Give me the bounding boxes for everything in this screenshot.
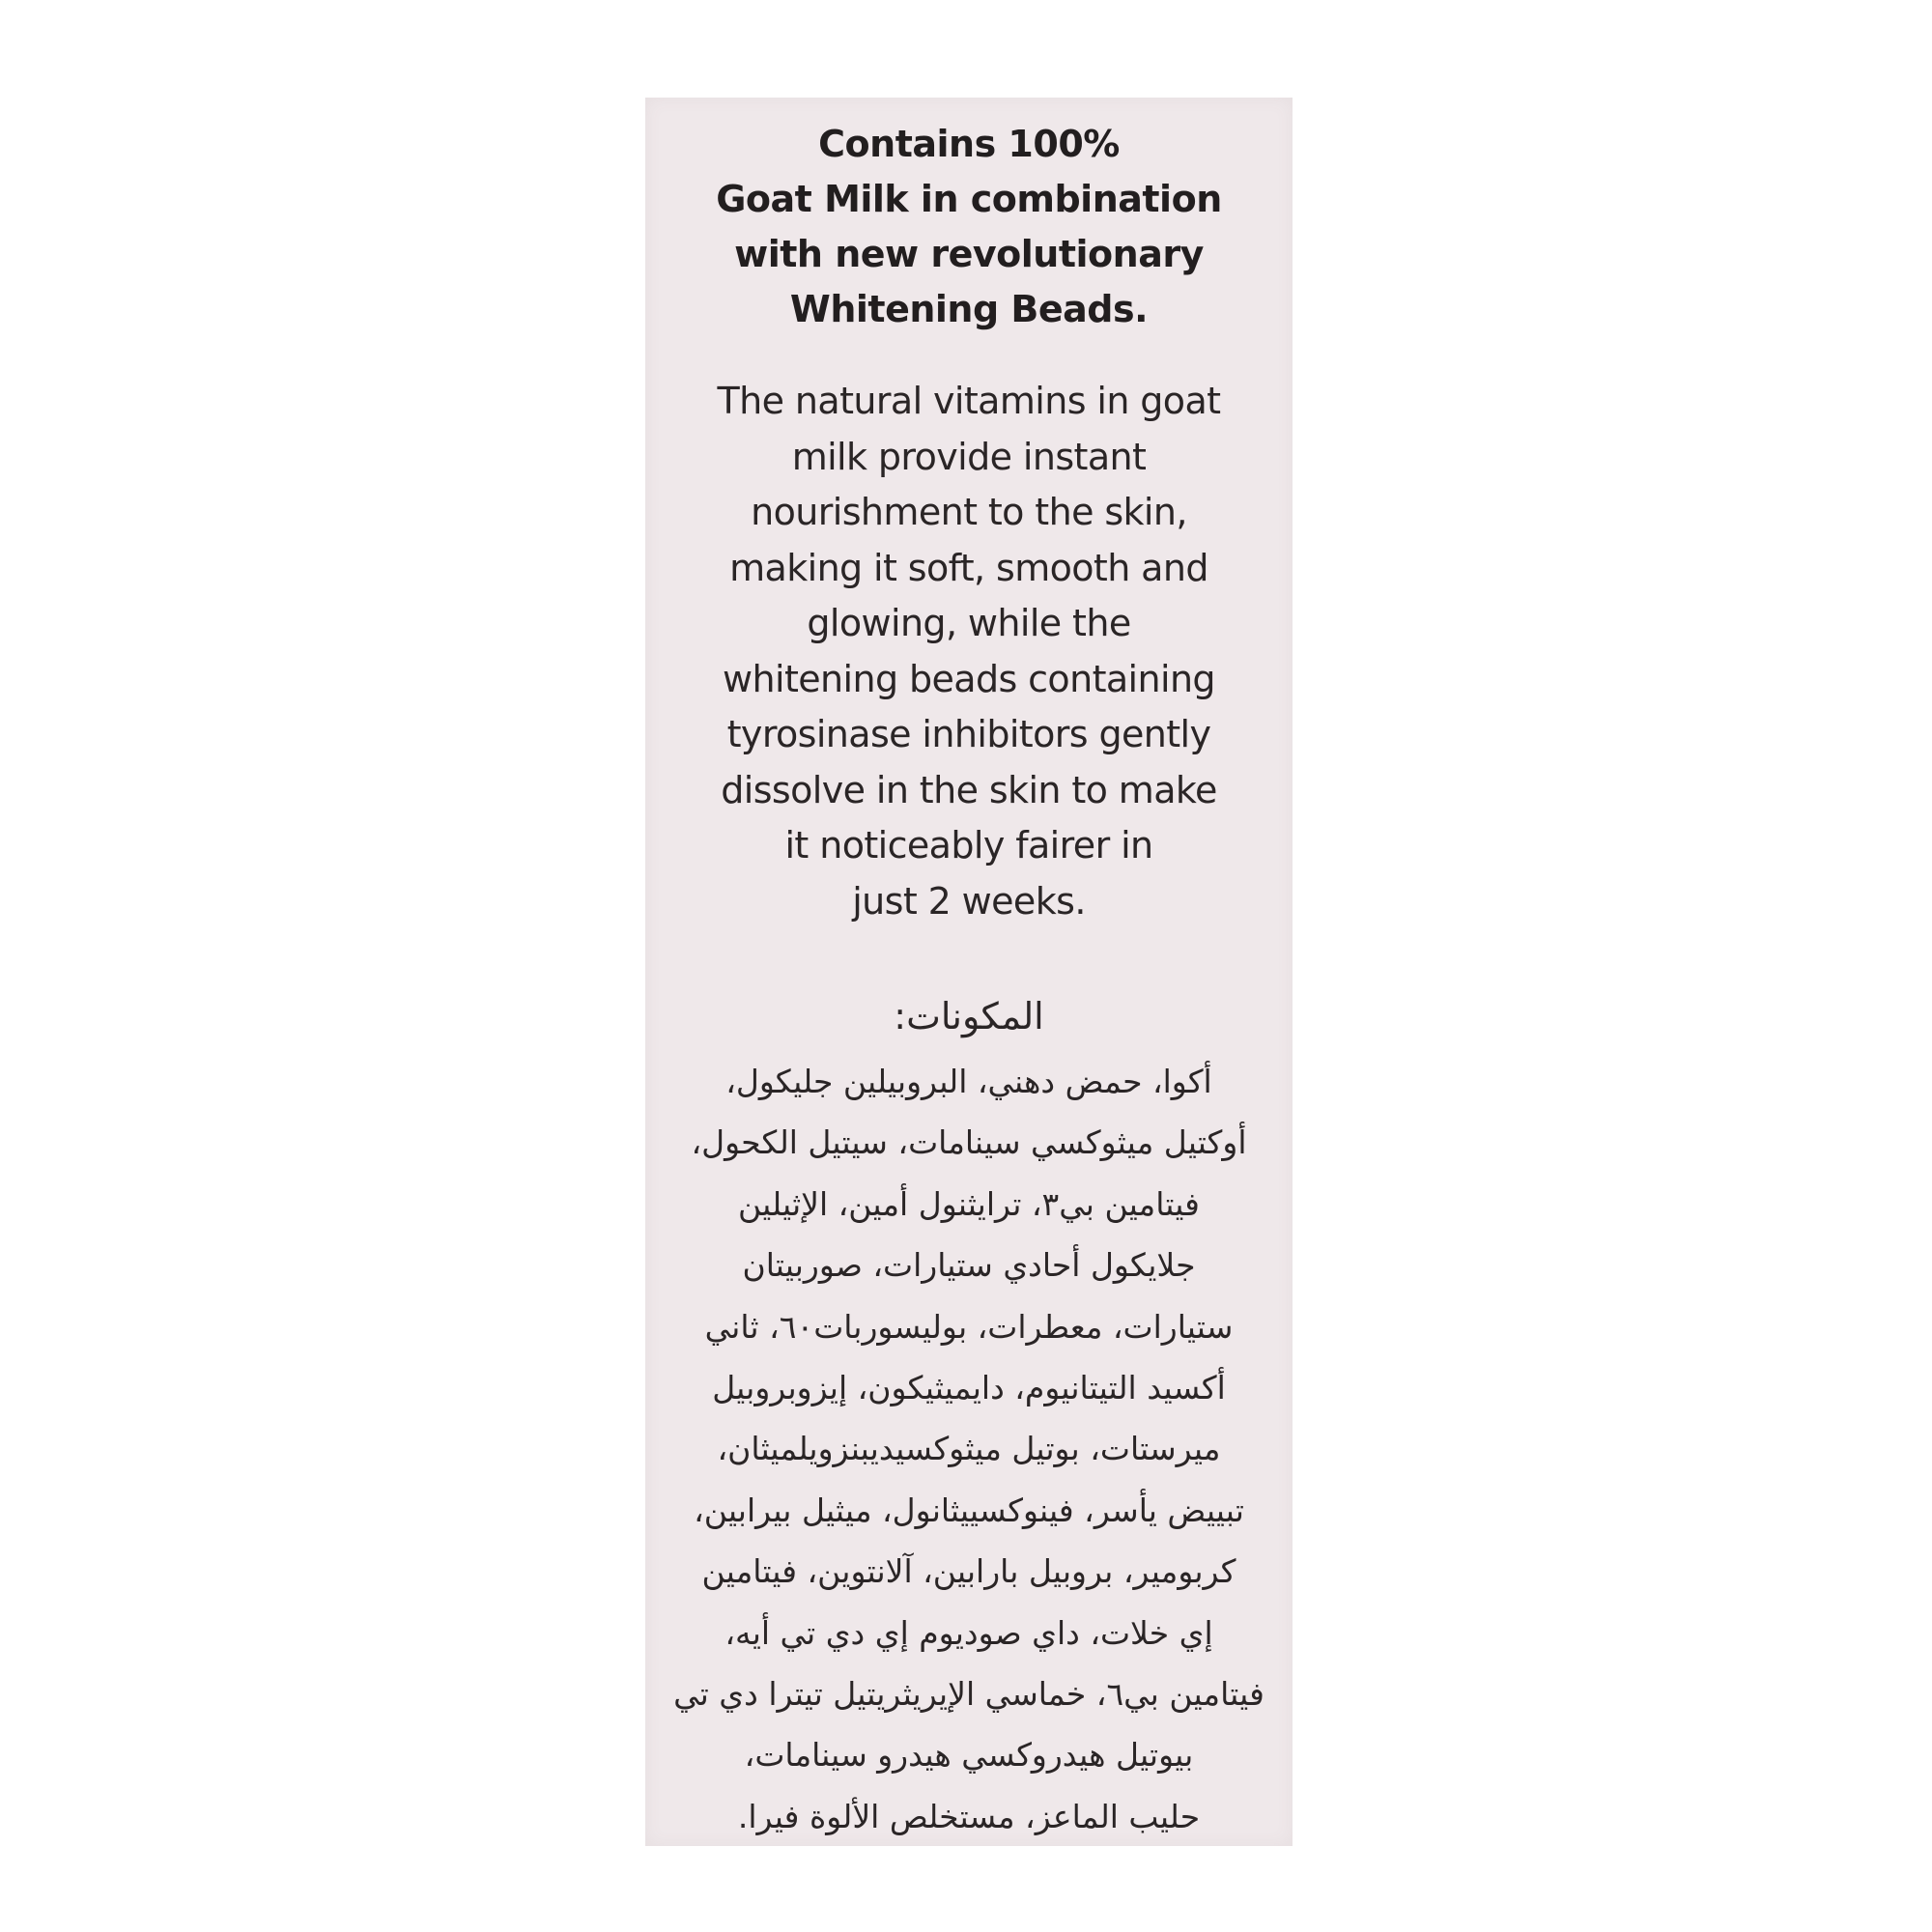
ingredients-arabic [665,981,1273,1847]
headline-line: with new revolutionary [734,233,1204,275]
description-line: whitening beads containing [723,657,1215,700]
headline [674,117,1264,337]
headline-line: Contains 100% [818,123,1120,165]
description-line: milk provide instant [791,435,1147,478]
description-line: it noticeably fairer in [784,824,1153,867]
description-line: glowing, while the [807,602,1131,644]
ingredients-line: بيوتيل هيدروكسي هيدرو سينامات، [744,1736,1194,1775]
ingredients-line: فيتامين بي٦، خماسي الإيريثريتيل تيترا دي تي [673,1675,1264,1714]
ingredients-heading: المكونات: [894,995,1044,1037]
description-line: nourishment to the skin, [751,491,1187,533]
description [674,374,1264,929]
ingredients-line: ميرستات، بوتيل ميثوكسيديبنزويلميثان، [717,1430,1221,1468]
ingredients-line: كربومير، بروبيل بارابين، آلانتوين، فيتامين [701,1552,1236,1591]
ingredients-line: أكوا، حمض دهني، البروبيلين جليكول، [725,1063,1212,1100]
ingredients-line: أكسيد التيتانيوم، دايميثيكون، إيزوبروبيل [712,1369,1226,1407]
ingredients-line: تبييض يأسر، فينوكسييثانول، ميثيل بيرابين، [694,1491,1244,1529]
ingredients-line: حليب الماعز، مستخلص الألوة فيرا. [737,1797,1201,1835]
ingredients-line: إي خلات، داي صوديوم إي دي تي أيه، [724,1613,1213,1652]
description-line: just 2 weeks. [852,879,1086,923]
headline-line: Whitening Beads. [789,288,1149,330]
ingredients-line: أوكتيل ميثوكسي سينامات، سيتيل الكحول، [691,1123,1247,1162]
description-line: The natural vitamins in goat [717,380,1221,422]
description-line: tyrosinase inhibitors gently [726,713,1211,755]
ingredients-line: ستيارات، معطرات، بوليسوربات٦٠، ثاني [704,1307,1234,1346]
ingredients-line: فيتامين بي٣، ترايثنول أمين، الإثيلين [738,1184,1200,1223]
headline-line: Goat Milk in combination [716,178,1222,220]
ingredients-line: جلايكول أحادي ستيارات، صوربيتان [742,1246,1196,1285]
description-line: making it soft, smooth and [729,546,1208,589]
description-line: dissolve in the skin to make [721,768,1217,811]
product-box-panel [645,98,1293,1846]
